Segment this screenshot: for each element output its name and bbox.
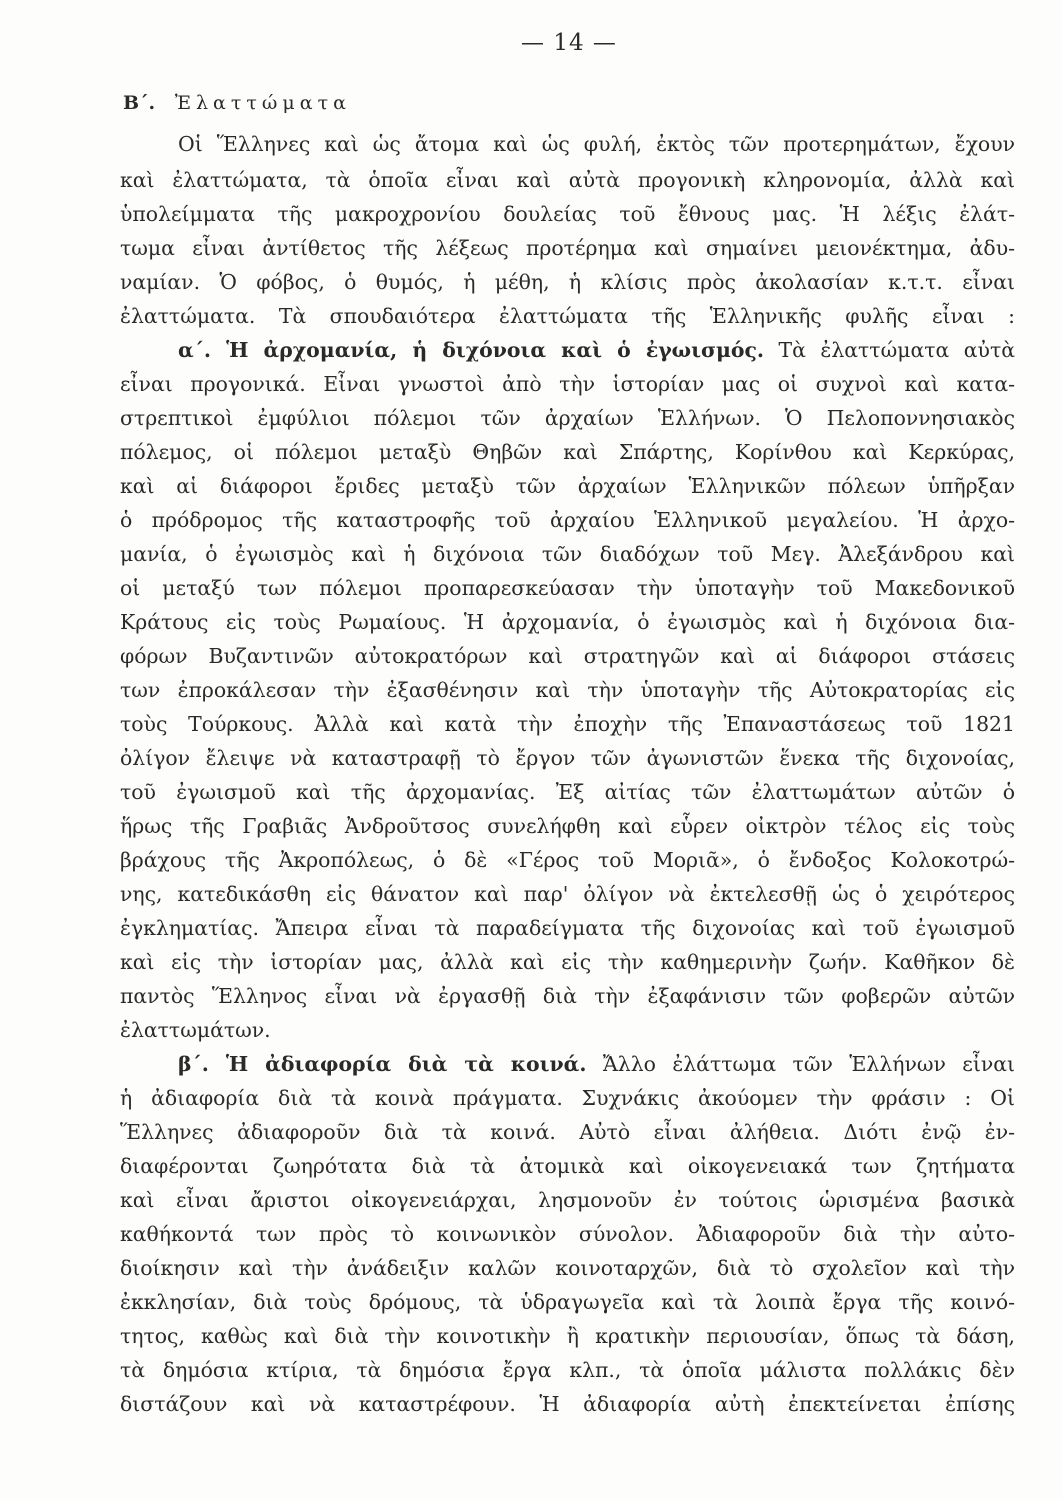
text-line: Οἱ Ἕλληνες καὶ ὡς ἄτομα καὶ ὡς φυλή, ἐκτὸς τῶν προτερημάτων, ἔχουν bbox=[178, 132, 1015, 156]
text-line: τητος, καθὼς καὶ διὰ τὴν κοινοτικὴν ἢ κρατικὴν περιουσίαν, ὅπως τὰ δάση, bbox=[120, 1324, 1015, 1348]
text-line: οἱ μεταξύ των πόλεμοι προπαρεσκεύασαν τὴν ὑποταγὴν τοῦ Μακεδονικοῦ bbox=[120, 576, 1015, 600]
text-line: ναμίαν. Ὁ φόβος, ὁ θυμός, ἡ μέθη, ἡ κλίσις πρὸς ἀκολασίαν κ.τ.τ. εἶναι bbox=[120, 270, 1015, 294]
text-line: ἐκκλησίαν, διὰ τοὺς δρόμους, τὰ ὑδραγωγεῖα καὶ τὰ λοιπὰ ἔργα τῆς κοινό- bbox=[120, 1290, 1015, 1314]
text-line: ὁ πρόδρομος τῆς καταστροφῆς τοῦ ἀρχαίου Ἑλληνικοῦ μεγαλείου. Ἡ ἀρχο- bbox=[120, 508, 1015, 532]
text-line: διαφέρονται ζωηρότατα διὰ τὰ ἀτομικὰ καὶ οἰκογενειακά των ζητήματα bbox=[120, 1154, 1015, 1178]
text-line: Κράτους εἰς τοὺς Ρωμαίους. Ἡ ἀρχομανία, ὁ ἐγωισμὸς καὶ ἡ διχόνοια δια- bbox=[120, 610, 1015, 634]
text-line: καὶ εἶναι ἄριστοι οἰκογενειάρχαι, λησμονοῦν ἐν τούτοις ὡρισμένα βασικὰ bbox=[120, 1188, 1015, 1212]
text-line: καθήκοντά των πρὸς τὸ κοινωνικὸν σύνολον. Ἀδιαφοροῦν διὰ τὴν αὐτο- bbox=[120, 1222, 1015, 1246]
subsection-a-first-text: Τὰ ἐλαττώματα αὐτὰ bbox=[778, 338, 1016, 362]
page-number: — 14 — bbox=[521, 30, 617, 56]
text-line: ἡ ἀδιαφορία διὰ τὰ κοινὰ πράγματα. Συχνάκις ἀκούομεν τὴν φράσιν : Οἱ bbox=[120, 1086, 1015, 1110]
text-line: παντὸς Ἕλληνος εἶναι νὰ ἐργασθῇ διὰ τὴν ἐξαφάνισιν τῶν φοβερῶν αὐτῶν bbox=[120, 984, 1015, 1008]
text-line: βράχους τῆς Ἀκροπόλεως, ὁ δὲ «Γέρος τοῦ Μοριᾶ», ὁ ἔνδοξος Κολοκοτρώ- bbox=[120, 848, 1015, 872]
text-line: διστάζουν καὶ νὰ καταστρέφουν. Ἡ ἀδιαφορία αὐτὴ ἐπεκτείνεται ἐπίσης bbox=[120, 1392, 1015, 1416]
subsection-b-first-text: Ἄλλο ἐλάττωμα τῶν Ἑλλήνων εἶναι bbox=[602, 1052, 1015, 1076]
text-line: Ἕλληνες ἀδιαφοροῦν διὰ τὰ κοινά. Αὐτὸ εἶναι ἀλήθεια. Διότι ἐνῷ ἐν- bbox=[120, 1120, 1015, 1144]
section-title: Ἐλαττώματα bbox=[174, 92, 351, 114]
text-line: διοίκησιν καὶ τὴν ἀνάδειξιν καλῶν κοινοταρχῶν, διὰ τὸ σχολεῖον καὶ τὴν bbox=[120, 1256, 1015, 1280]
section-letter: Β΄. bbox=[123, 92, 156, 114]
text-line: τὰ δημόσια κτίρια, τὰ δημόσια ἔργα κλπ., τὰ ὁποῖα μάλιστα πολλάκις δὲν bbox=[120, 1358, 1015, 1382]
text-line: μανία, ὁ ἐγωισμὸς καὶ ἡ διχόνοια τῶν διαδόχων τοῦ Μεγ. Ἀλεξάνδρου καὶ bbox=[120, 542, 1015, 566]
text-line: ἥρως τῆς Γραβιᾶς Ἀνδροῦτσος συνελήφθη καὶ εὗρεν οἰκτρὸν τέλος εἰς τοὺς bbox=[120, 814, 1015, 838]
subsection-a-first-line bbox=[178, 334, 1015, 366]
text-line: νης, κατεδικάσθη εἰς θάνατον καὶ παρ' ὀλίγον νὰ ἐκτελεσθῇ ὡς ὁ χειρότερος bbox=[120, 882, 1015, 906]
section-heading bbox=[123, 92, 351, 114]
text-line: πόλεμος, οἱ πόλεμοι μεταξὺ Θηβῶν καὶ Σπάρτης, Κορίνθου καὶ Κερκύρας, bbox=[120, 440, 1015, 464]
text-line: καὶ αἱ διάφοροι ἔριδες μεταξὺ τῶν ἀρχαίων Ἑλληνικῶν πόλεων ὑπῆρξαν bbox=[120, 474, 1015, 498]
text-line: τοῦ ἐγωισμοῦ καὶ τῆς ἀρχομανίας. Ἐξ αἰτίας τῶν ἐλαττωμάτων αὐτῶν ὁ bbox=[120, 780, 1015, 804]
text-line: τοὺς Τούρκους. Ἀλλὰ καὶ κατὰ τὴν ἐποχὴν τῆς Ἐπαναστάσεως τοῦ 1821 bbox=[120, 712, 1015, 736]
text-line: ἐγκληματίας. Ἄπειρα εἶναι τὰ παραδείγματα τῆς διχονοίας καὶ τοῦ ἐγωισμοῦ bbox=[120, 916, 1015, 940]
text-line: ἐλαττώματα. Τὰ σπουδαιότερα ἐλαττώματα τῆς Ἑλληνικῆς φυλῆς εἶναι : bbox=[120, 304, 1015, 328]
text-line: ἐλαττωμάτων. bbox=[120, 1018, 271, 1042]
subsection-a-label: α΄. Ἡ ἀρχομανία, ἡ διχόνοια καὶ ὁ ἐγωισμός. bbox=[178, 338, 765, 362]
subsection-b-label: β΄. Ἡ ἀδιαφορία διὰ τὰ κοινά. bbox=[178, 1052, 587, 1076]
text-line: καὶ εἰς τὴν ἱστορίαν μας, ἀλλὰ καὶ εἰς τὴν καθημερινὴν ζωήν. Καθῆκον δὲ bbox=[120, 950, 1015, 974]
text-line: των ἐπροκάλεσαν τὴν ἐξασθένησιν καὶ τὴν ὑποταγὴν τῆς Αὐτοκρατορίας εἰς bbox=[120, 678, 1015, 702]
subsection-b-first-line bbox=[178, 1048, 1015, 1080]
text-line: ὀλίγον ἔλειψε νὰ καταστραφῇ τὸ ἔργον τῶν ἀγωνιστῶν ἕνεκα τῆς διχονοίας, bbox=[120, 746, 1015, 770]
text-line: φόρων Βυζαντινῶν αὐτοκρατόρων καὶ στρατηγῶν καὶ αἱ διάφοροι στάσεις bbox=[120, 644, 1015, 668]
text-line: καὶ ἐλαττώματα, τὰ ὁποῖα εἶναι καὶ αὐτὰ προγονικὴ κληρονομία, ἀλλὰ καὶ bbox=[120, 168, 1015, 192]
text-line: εἶναι προγονικά. Εἶναι γνωστοὶ ἀπὸ τὴν ἱστορίαν μας οἱ συχνοὶ καὶ κατα- bbox=[120, 372, 1015, 396]
text-line: ὑπολείμματα τῆς μακροχρονίου δουλείας τοῦ ἔθνους μας. Ἡ λέξις ἐλάτ- bbox=[120, 202, 1015, 226]
text-line: τωμα εἶναι ἀντίθετος τῆς λέξεως προτέρημα καὶ σημαίνει μειονέκτημα, ἀδυ- bbox=[120, 236, 1015, 260]
text-line: στρεπτικοὶ ἐμφύλιοι πόλεμοι τῶν ἀρχαίων Ἑλλήνων. Ὁ Πελοποννησιακὸς bbox=[120, 406, 1015, 430]
